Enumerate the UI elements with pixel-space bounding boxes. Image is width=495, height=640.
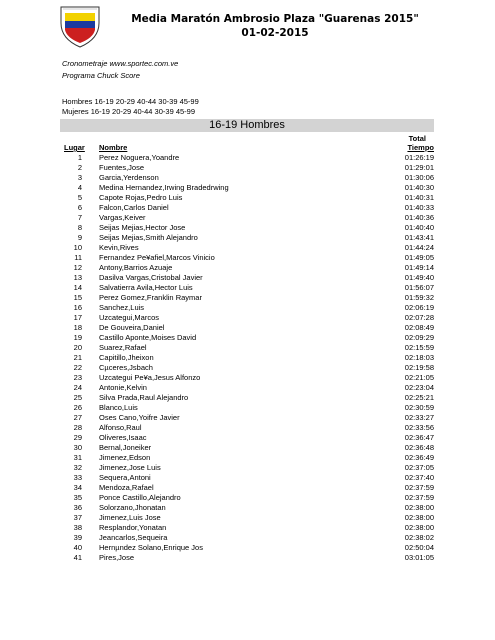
table-row — [60, 393, 434, 403]
time-cell: 02:36:49 — [404, 453, 434, 462]
table-row — [60, 543, 434, 553]
time-cell: 01:44:24 — [404, 243, 434, 252]
name-cell: Suarez,Rafael — [99, 343, 147, 352]
time-cell: 02:06:19 — [404, 303, 434, 312]
time-cell: 02:37:59 — [404, 493, 434, 502]
table-row — [60, 333, 434, 343]
place-cell: 26 — [73, 403, 82, 412]
time-cell: 02:36:48 — [404, 443, 434, 452]
results-table — [60, 153, 434, 563]
place-cell: 7 — [77, 213, 82, 222]
place-cell: 37 — [73, 513, 82, 522]
name-cell: Salvatierra Avila,Hector Luis — [99, 283, 193, 292]
place-cell: 10 — [73, 243, 82, 252]
name-cell: Falcon,Carlos Daniel — [99, 203, 169, 212]
table-row — [60, 433, 434, 443]
place-cell: 33 — [73, 473, 82, 482]
name-cell: Dasilva Vargas,Cristobal Javier — [99, 273, 203, 282]
time-cell: 02:25:21 — [404, 393, 434, 402]
place-cell: 8 — [77, 223, 82, 232]
time-cell: 01:26:19 — [404, 153, 434, 162]
name-cell: Jimenez,Luis Jose — [99, 513, 161, 522]
name-cell: Capote Rojas,Pedro Luis — [99, 193, 183, 202]
place-cell: 27 — [73, 413, 82, 422]
column-header-lugar: Lugar — [64, 143, 85, 152]
time-cell: 02:50:04 — [404, 543, 434, 552]
name-cell: Jeancarlos,Sequeira — [99, 533, 168, 542]
place-cell: 30 — [73, 443, 82, 452]
table-row — [60, 173, 434, 183]
name-cell: Solorzano,Jhonatan — [99, 503, 166, 512]
name-cell: Perez Noguera,Yoandre — [99, 153, 180, 162]
time-cell: 02:09:29 — [404, 333, 434, 342]
time-cell: 02:33:27 — [404, 413, 434, 422]
name-cell: Fuentes,Jose — [99, 163, 145, 172]
table-row — [60, 533, 434, 543]
place-cell: 4 — [77, 183, 82, 192]
time-cell: 01:40:33 — [404, 203, 434, 212]
table-row — [60, 223, 434, 233]
name-cell: Uzcategui Pe¥a,Jesus Alfonzo — [99, 373, 201, 382]
race-logo — [55, 3, 105, 49]
name-cell: Kevin,Rives — [99, 243, 139, 252]
place-cell: 31 — [73, 453, 82, 462]
time-cell: 01:40:30 — [404, 183, 434, 192]
place-cell: 6 — [77, 203, 82, 212]
time-cell: 02:38:00 — [404, 513, 434, 522]
time-cell: 01:40:40 — [404, 223, 434, 232]
time-cell: 01:59:32 — [404, 293, 434, 302]
table-row — [60, 293, 434, 303]
place-cell: 11 — [74, 253, 82, 262]
place-cell: 39 — [73, 533, 82, 542]
name-cell: Jimenez,Jose Luis — [99, 463, 161, 472]
place-cell: 9 — [77, 233, 82, 242]
place-cell: 28 — [73, 423, 82, 432]
time-cell: 02:37:40 — [404, 473, 434, 482]
table-row — [60, 513, 434, 523]
table-row — [60, 163, 434, 173]
place-cell: 23 — [73, 373, 82, 382]
place-cell: 20 — [73, 343, 82, 352]
table-row — [60, 253, 434, 263]
time-cell: 01:49:14 — [404, 263, 434, 272]
place-cell: 40 — [73, 543, 82, 552]
time-cell: 01:30:06 — [404, 173, 434, 182]
document-title — [120, 12, 430, 40]
title-line-1: Media Maratón Ambrosio Plaza "Guarenas 2015" — [131, 13, 419, 25]
time-cell: 02:08:49 — [404, 323, 434, 332]
place-cell: 22 — [73, 363, 82, 372]
time-cell: 02:36:47 — [404, 433, 434, 442]
name-cell: Alfonso,Raul — [99, 423, 142, 432]
place-cell: 5 — [77, 193, 82, 202]
place-cell: 24 — [73, 383, 82, 392]
name-cell: Pires,Jose — [99, 553, 135, 562]
place-cell: 17 — [73, 313, 82, 322]
place-cell: 29 — [73, 433, 82, 442]
name-cell: Ponce Castillo,Alejandro — [99, 493, 181, 502]
place-cell: 16 — [73, 303, 82, 312]
place-cell: 21 — [73, 353, 82, 362]
table-row — [60, 283, 434, 293]
name-cell: Sequera,Antoni — [99, 473, 151, 482]
place-cell: 41 — [73, 553, 82, 562]
table-row — [60, 503, 434, 513]
time-cell: 02:19:58 — [404, 363, 434, 372]
time-cell: 01:49:05 — [404, 253, 434, 262]
name-cell: Garcia,Yerdenson — [99, 173, 159, 182]
time-cell: 02:18:03 — [404, 353, 434, 362]
time-cell: 02:37:05 — [404, 463, 434, 472]
time-cell: 02:23:04 — [404, 383, 434, 392]
name-cell: Antony,Barrios Azuaje — [99, 263, 173, 272]
mujeres-categories: Mujeres 16-19 20-29 40-44 30-39 45-99 — [62, 107, 196, 116]
place-cell: 19 — [73, 333, 82, 342]
table-row — [60, 323, 434, 333]
name-cell: De Gouveira,Daniel — [99, 323, 165, 332]
time-cell: 02:38:00 — [404, 503, 434, 512]
table-row — [60, 213, 434, 223]
time-cell: 01:56:07 — [404, 283, 434, 292]
table-row — [60, 343, 434, 353]
time-cell: 01:49:40 — [404, 273, 434, 282]
name-cell: Hernµndez Solano,Enrique Jos — [99, 543, 203, 552]
place-cell: 2 — [77, 163, 82, 172]
time-cell: 02:15:59 — [404, 343, 434, 352]
time-cell: 01:40:36 — [404, 213, 434, 222]
place-cell: 34 — [73, 483, 82, 492]
name-cell: Blanco,Luis — [99, 403, 138, 412]
name-cell: Capitillo,Jheixon — [99, 353, 154, 362]
name-cell: Antonie,Kelvin — [99, 383, 147, 392]
table-row — [60, 463, 434, 473]
table-row — [60, 483, 434, 493]
time-cell: 02:38:00 — [404, 523, 434, 532]
name-cell: Oliveres,Isaac — [99, 433, 147, 442]
table-row — [60, 373, 434, 383]
place-cell: 38 — [73, 523, 82, 532]
table-row — [60, 363, 434, 373]
place-cell: 18 — [73, 323, 82, 332]
table-row — [60, 353, 434, 363]
name-cell: Resplandor,Yonatan — [99, 523, 167, 532]
table-row — [60, 153, 434, 163]
time-cell: 02:30:59 — [404, 403, 434, 412]
place-cell: 32 — [73, 463, 82, 472]
place-cell: 1 — [77, 153, 82, 162]
table-row — [60, 263, 434, 273]
name-cell: Jimenez,Edson — [99, 453, 151, 462]
table-row — [60, 203, 434, 213]
place-cell: 15 — [73, 293, 82, 302]
time-cell: 03:01:05 — [404, 553, 434, 562]
name-cell: Medina Hernandez,Irwing Bradedrwing — [99, 183, 229, 192]
table-row — [60, 273, 434, 283]
name-cell: Cµceres,Jsbach — [99, 363, 153, 372]
table-row — [60, 243, 434, 253]
programa-text: Programa Chuck Score — [62, 71, 140, 80]
cronometraje-text: Cronometraje www.sportec.com.ve — [62, 59, 179, 68]
category-header: 16-19 Hombres — [60, 119, 434, 132]
table-row — [60, 403, 434, 413]
table-row — [60, 423, 434, 433]
place-cell: 13 — [73, 273, 82, 282]
name-cell: Oses Cano,Yoifre Javier — [99, 413, 180, 422]
column-header-nombre: Nombre — [99, 143, 128, 152]
name-cell: Silva Prada,Raul Alejandro — [99, 393, 189, 402]
column-header-total: Total — [408, 134, 426, 143]
table-row — [60, 443, 434, 453]
time-cell: 02:07:28 — [404, 313, 434, 322]
table-row — [60, 233, 434, 243]
name-cell: Mendoza,Rafael — [99, 483, 154, 492]
table-row — [60, 523, 434, 533]
name-cell: Seijas Mejias,Hector Jose — [99, 223, 186, 232]
table-row — [60, 303, 434, 313]
place-cell: 3 — [77, 173, 82, 182]
time-cell: 01:29:01 — [404, 163, 434, 172]
time-cell: 01:43:41 — [404, 233, 434, 242]
place-cell: 12 — [73, 263, 82, 272]
table-row — [60, 193, 434, 203]
table-row — [60, 183, 434, 193]
table-row — [60, 383, 434, 393]
hombres-categories: Hombres 16-19 20-29 40-44 30-39 45-99 — [62, 97, 199, 106]
table-row — [60, 553, 434, 563]
time-cell: 01:40:31 — [404, 193, 434, 202]
place-cell: 36 — [73, 503, 82, 512]
time-cell: 02:38:02 — [404, 533, 434, 542]
table-row — [60, 313, 434, 323]
place-cell: 14 — [73, 283, 82, 292]
name-cell: Bernal,Joneiker — [99, 443, 152, 452]
time-cell: 02:21:05 — [404, 373, 434, 382]
column-header-tiempo: Tiempo — [407, 143, 434, 152]
table-row — [60, 473, 434, 483]
time-cell: 02:37:59 — [404, 483, 434, 492]
name-cell: Perez Gomez,Franklin Raymar — [99, 293, 202, 302]
table-row — [60, 413, 434, 423]
name-cell: Vargas,Keiver — [99, 213, 146, 222]
table-row — [60, 453, 434, 463]
time-cell: 02:33:56 — [404, 423, 434, 432]
place-cell: 25 — [73, 393, 82, 402]
title-line-2: 01-02-2015 — [241, 27, 309, 39]
name-cell: Uzcategui,Marcos — [99, 313, 160, 322]
table-row — [60, 493, 434, 503]
place-cell: 35 — [73, 493, 82, 502]
name-cell: Castillo Aponte,Moises David — [99, 333, 197, 342]
name-cell: Sanchez,Luis — [99, 303, 145, 312]
name-cell: Seijas Mejias,Smith Alejandro — [99, 233, 198, 242]
name-cell: Fernandez Pe¥afiel,Marcos Vinicio — [99, 253, 215, 262]
